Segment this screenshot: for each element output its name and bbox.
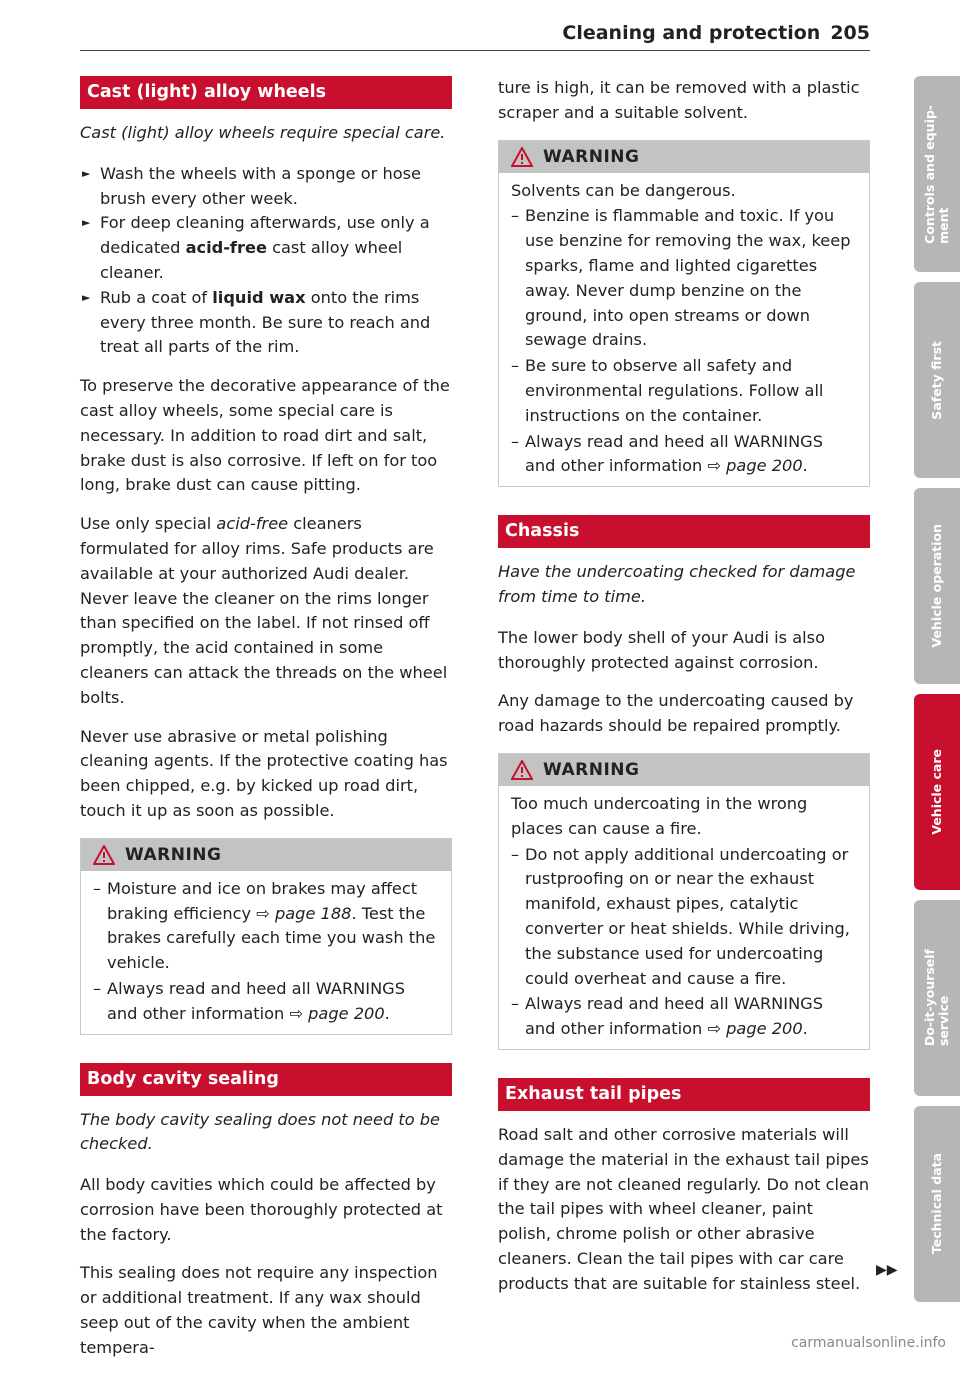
- left-column: [80, 76, 452, 1375]
- warning-lead: Solvents can be dangerous.: [511, 180, 736, 200]
- warning-body: [81, 871, 451, 1034]
- tab-controls-and-equipment[interactable]: Controls and equip- ment: [914, 76, 960, 272]
- triangle-bullet-icon: ►: [82, 216, 91, 230]
- section-heading-exhaust: Exhaust tail pipes: [498, 1078, 870, 1111]
- warning-header: WARNING: [81, 839, 451, 871]
- triangle-bullet-icon: ►: [82, 290, 91, 304]
- warning-box: [498, 140, 870, 488]
- warning-header: WARNING: [499, 141, 869, 173]
- warning-item: – Benzine is flammable and toxic. If you use benzine for removing the wax, keep sparks, flame and lighted cigarettes away. Never dump benzine on the ground, into open streams or down sewage drains.: [511, 206, 851, 350]
- page-reference-link[interactable]: ⇨ page 188: [256, 903, 352, 923]
- right-column: [498, 76, 870, 1310]
- tab-safety-first[interactable]: Safety first: [914, 282, 960, 478]
- page-number: 205: [830, 22, 870, 44]
- warning-box: [498, 753, 870, 1050]
- instruction-list: [80, 162, 452, 360]
- warning-lead: Too much undercoating in the wrong places can cause a fire.: [511, 793, 808, 838]
- warning-header: WARNING: [499, 754, 869, 786]
- page-reference-link[interactable]: ⇨ page 200: [707, 456, 803, 476]
- warning-item: – Always read and heed all WARNINGS and other information ⇨ page 200.: [93, 978, 405, 1023]
- body-paragraph: The lower body shell of your Audi is also thoroughly protected against corrosion.: [498, 627, 825, 672]
- body-paragraph: ture is high, it can be removed with a plastic scraper and a suitable solvent.: [498, 78, 860, 122]
- tab-do-it-yourself-service[interactable]: Do-it-yourself service: [914, 900, 960, 1096]
- body-paragraph: Use only special acid-free cleaners formulated for alloy rims. Safe products are available at your authorized Audi dealer. Never leave the cleaner on the rims longer than specified on the label. If not rinsed off promptly, the acid contained in some cleaners can attack the threads on the wheel bolts.: [80, 514, 448, 707]
- section-heading-body-cavity: Body cavity sealing: [80, 1063, 452, 1096]
- instruction-item: ► For deep cleaning afterwards, use only a dedicated acid-free cast alloy wheel cleaner.: [82, 213, 430, 282]
- header-rule: [80, 50, 870, 51]
- chapter-title: Cleaning and protection: [562, 22, 821, 44]
- warning-box: [80, 838, 452, 1035]
- chapter-tabs: [914, 76, 960, 1312]
- instruction-item: ► Rub a coat of liquid wax onto the rims every three month. Be sure to reach and treat all parts of the rim.: [82, 287, 431, 357]
- tab-vehicle-operation[interactable]: Vehicle operation: [914, 488, 960, 684]
- warning-item: – Always read and heed all WARNINGS and other information ⇨ page 200.: [511, 431, 823, 476]
- body-paragraph: This sealing does not require any inspection or additional treatment. If any wax should seep out of the cavity when the ambient tempera-: [80, 1263, 438, 1357]
- warning-body: [499, 173, 869, 487]
- body-paragraph: To preserve the decorative appearance of the cast alloy wheels, some special care is necessary. In addition to road dirt and salt, brake dust is also corrosive. If left on for too long, brake dust can cause pitting.: [80, 376, 450, 495]
- triangle-bullet-icon: ►: [82, 166, 91, 180]
- body-paragraph: Road salt and other corrosive materials will damage the material in the exhaust tail pipes if they are not cleaned regularly. Do not clean the tail pipes with wheel cleaner, paint polish, chrome polish or other abrasive cleaners. Clean the tail pipes with car care products that are suitable for stainless steel.: [498, 1124, 870, 1293]
- warning-item: – Be sure to observe all safety and environmental regulations. Follow all instructions on the container.: [511, 356, 824, 425]
- body-paragraph: Any damage to the undercoating caused by road hazards should be repaired promptly.: [498, 691, 854, 736]
- page-reference-link[interactable]: ⇨ page 200: [707, 1019, 803, 1039]
- continued-arrow-icon: ▶▶: [876, 1262, 898, 1278]
- tab-vehicle-care[interactable]: Vehicle care: [914, 694, 960, 890]
- body-paragraph: All body cavities which could be affected by corrosion have been thoroughly protected at the factory.: [80, 1175, 443, 1244]
- tab-technical-data[interactable]: Technical data: [914, 1106, 960, 1302]
- warning-triangle-icon: [93, 845, 115, 865]
- section-heading-alloy-wheels: Cast (light) alloy wheels: [80, 76, 452, 109]
- section-intro: The body cavity sealing does not need to be checked.: [80, 1109, 440, 1154]
- page-reference-link[interactable]: ⇨ page 200: [289, 1003, 385, 1023]
- running-head: [562, 22, 870, 44]
- section-intro: Have the undercoating checked for damage from time to time.: [498, 562, 856, 606]
- warning-item: – Moisture and ice on brakes may affect braking efficiency ⇨ page 188. Test the brakes carefully each time you wash the vehicle.: [93, 878, 436, 973]
- warning-triangle-icon: [511, 147, 533, 167]
- warning-item: – Always read and heed all WARNINGS and other information ⇨ page 200.: [511, 994, 823, 1039]
- instruction-item: ► Wash the wheels with a sponge or hose brush every other week.: [82, 163, 421, 208]
- watermark: carmanualsonline.info: [791, 1335, 946, 1351]
- body-paragraph: Never use abrasive or metal polishing cleaning agents. If the protective coating has been chipped, e.g. by kicked up road dirt, touch it up as soon as possible.: [80, 726, 448, 820]
- warning-triangle-icon: [511, 760, 533, 780]
- warning-item: – Do not apply additional undercoating or rustproofing on or near the exhaust manifold, exhaust pipes, catalytic converter or heat shields. While driving, the substance used for undercoating could overheat and cause a fire.: [511, 844, 850, 988]
- section-intro: Cast (light) alloy wheels require special care.: [80, 123, 446, 142]
- warning-body: [499, 786, 869, 1049]
- section-heading-chassis: Chassis: [498, 515, 870, 548]
